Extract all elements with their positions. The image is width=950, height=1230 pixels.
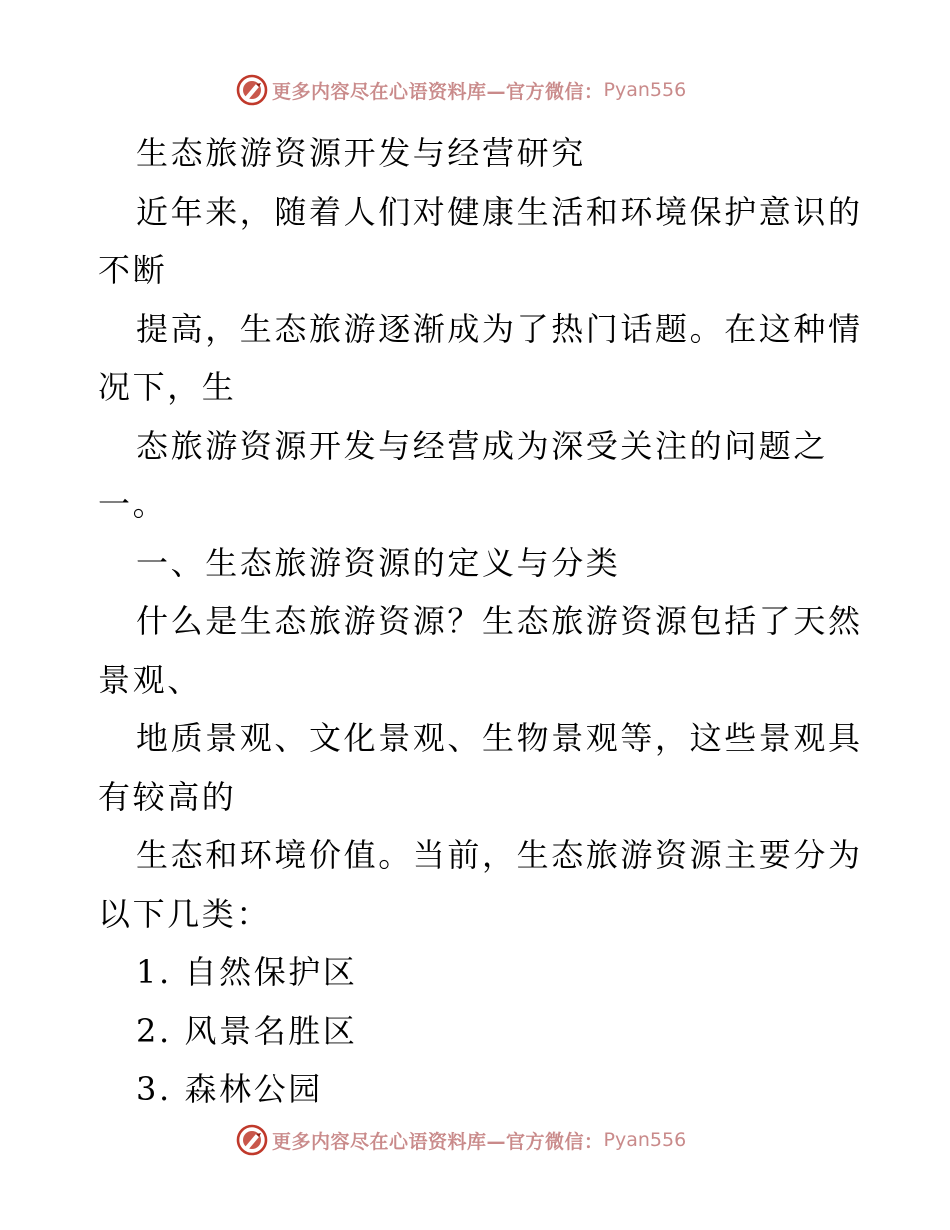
pen-logo-icon <box>236 74 268 106</box>
banner-text: 更多内容尽在心语资料库—官方微信： <box>272 1130 604 1153</box>
list-item: 1. 自然保护区 <box>136 953 358 991</box>
banner-handle: Pyan556 <box>603 79 687 101</box>
list-item: 3. 森林公园 <box>136 1070 323 1108</box>
banner-handle: Pyan556 <box>603 1129 687 1151</box>
paragraph-line: 有较高的 <box>98 777 237 816</box>
paragraph-line: 一。 <box>98 485 168 523</box>
list-item: 2. 风景名胜区 <box>136 1011 358 1050</box>
paragraph-line: 态旅游资源开发与经营成为深受关注的问题之 <box>136 426 829 465</box>
paragraph-line: 什么是生态旅游资源？生态旅游资源包括了天然 <box>136 602 863 640</box>
footer-banner <box>236 1123 686 1157</box>
pen-logo-icon <box>236 1124 268 1156</box>
paragraph-line: 近年来，随着人们对健康生活和环境保护意识的 <box>136 192 863 231</box>
section-heading: 一、生态旅游资源的定义与分类 <box>136 543 621 582</box>
paragraph-line: 地质景观、文化景观、生物景观等，这些景观具 <box>136 719 863 757</box>
paragraph-line: 景观、 <box>98 660 202 699</box>
paragraph-line: 生态和环境价值。当前，生态旅游资源主要分为 <box>136 836 863 874</box>
paragraph-line: 以下几类： <box>98 894 272 933</box>
paragraph-line: 提高，生态旅游逐渐成为了热门话题。在这种情 <box>136 309 863 348</box>
document-body <box>98 124 863 1119</box>
document-title: 生态旅游资源开发与经营研究 <box>136 134 586 172</box>
paragraph-line: 不断 <box>98 251 168 289</box>
header-banner <box>236 73 686 107</box>
paragraph-line: 况下，生 <box>98 368 237 406</box>
banner-text: 更多内容尽在心语资料库—官方微信： <box>272 80 604 103</box>
